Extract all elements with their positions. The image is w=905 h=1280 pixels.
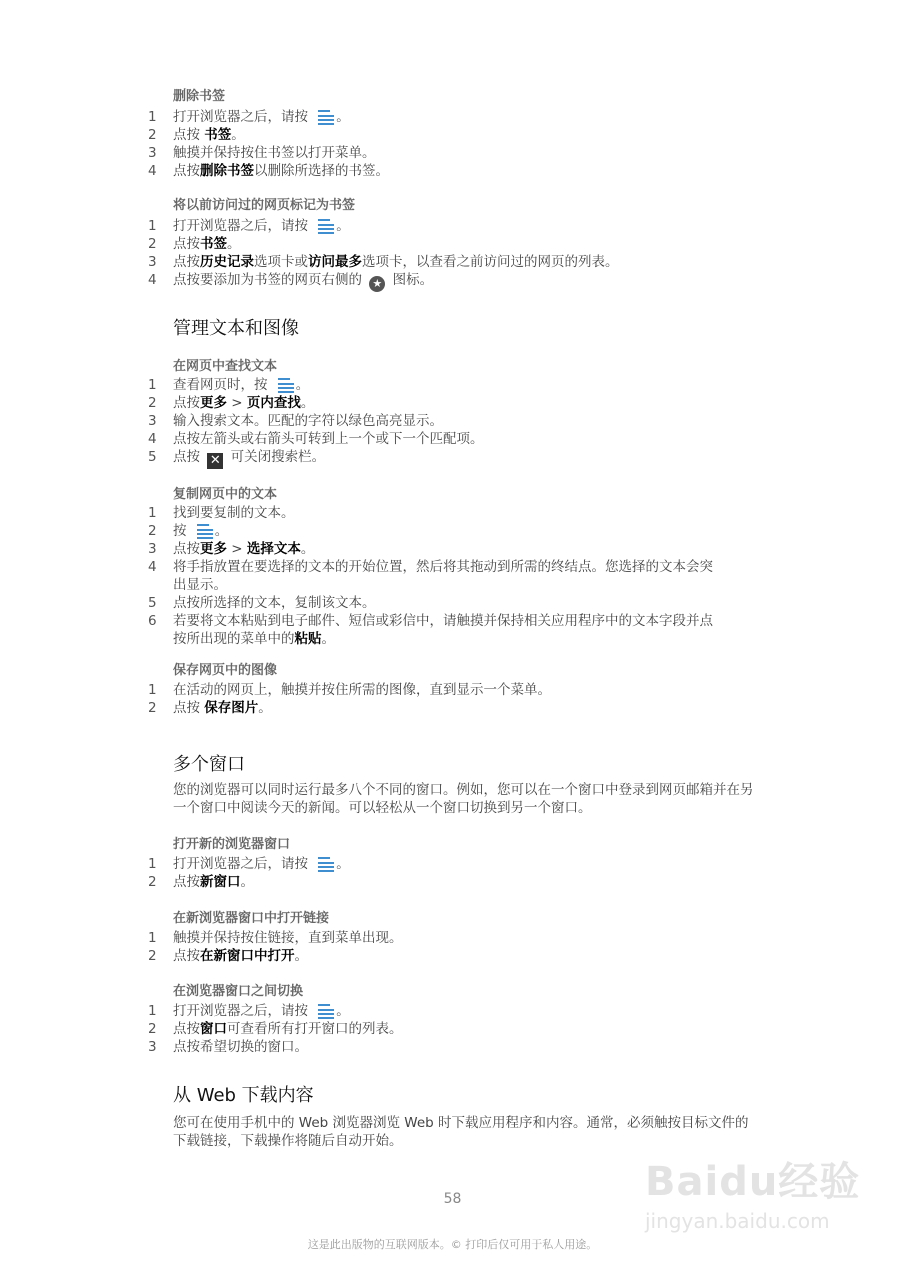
bold-term: 页内查找	[246, 395, 301, 411]
step-text: 。	[300, 541, 315, 557]
step-text: 选项卡或	[254, 254, 308, 270]
bold-term: 更多	[200, 395, 227, 411]
step-number: 1	[148, 1003, 157, 1019]
menu-icon	[314, 109, 334, 125]
page-number: 58	[443, 1191, 462, 1207]
step-text: 点按	[173, 1021, 200, 1037]
step-text: 。	[336, 218, 350, 234]
step-text: 以删除所选择的书签。	[254, 163, 389, 179]
step-number: 5	[148, 449, 157, 465]
step-text: 点按	[173, 449, 205, 465]
step-text: 。	[227, 236, 241, 252]
menu-icon	[274, 377, 294, 393]
step-item	[0, 1038, 713, 1056]
step-text: 点按希望切换的窗口。	[173, 1039, 308, 1055]
section-title: 多个窗口	[173, 754, 245, 775]
step-text: 点按	[173, 236, 200, 252]
step-number: 2	[148, 236, 157, 252]
step-text: 打开浏览器之后，请按	[173, 218, 313, 234]
step-text: 可关闭搜索栏。	[226, 449, 326, 465]
step-number: 2	[148, 127, 157, 143]
bold-term: 选择文本	[246, 541, 301, 557]
step-item	[0, 412, 713, 430]
step-number: 2	[148, 700, 157, 716]
step-item	[0, 681, 713, 699]
star-icon: ★	[369, 276, 385, 292]
step-text: >	[227, 395, 247, 411]
baidu-watermark	[645, 1150, 875, 1270]
step-number: 6	[148, 613, 157, 629]
step-item	[0, 929, 713, 947]
step-number: 3	[148, 413, 157, 429]
step-number: 1	[148, 856, 157, 872]
step-text: 点按	[173, 254, 200, 270]
menu-icon	[193, 523, 213, 539]
step-item	[0, 522, 713, 540]
step-text: 。	[321, 631, 335, 647]
bold-term: 保存图片	[204, 700, 259, 716]
step-item	[0, 558, 713, 594]
step-number: 1	[148, 930, 157, 946]
menu-icon	[314, 856, 334, 872]
step-list	[0, 108, 905, 180]
step-number: 1	[148, 505, 157, 521]
step-item	[0, 235, 713, 253]
step-item	[0, 253, 713, 271]
step-text: 点按	[173, 127, 205, 143]
step-text: 。	[294, 948, 308, 964]
step-number: 2	[148, 1021, 157, 1037]
step-list	[0, 376, 905, 469]
step-number: 5	[148, 595, 157, 611]
step-number: 2	[148, 874, 157, 890]
subheading: 将以前访问过的网页标记为书签	[173, 198, 356, 213]
step-text: 打开浏览器之后，请按	[173, 856, 313, 872]
bold-term: 历史记录	[200, 254, 254, 270]
step-text: 点按	[173, 874, 200, 890]
step-number: 4	[148, 431, 157, 447]
step-number: 4	[148, 559, 157, 575]
subheading: 复制网页中的文本	[173, 487, 278, 502]
step-list	[0, 681, 905, 717]
step-item	[0, 1002, 713, 1020]
subheading: 删除书签	[173, 89, 226, 104]
step-text: 。	[240, 874, 254, 890]
step-number: 2	[148, 523, 157, 539]
step-list	[0, 929, 905, 965]
step-text: 。	[336, 1003, 350, 1019]
menu-icon	[314, 218, 334, 234]
step-list	[0, 855, 905, 891]
subheading: 打开新的浏览器窗口	[173, 837, 291, 852]
step-number: 4	[148, 163, 157, 179]
step-text: 点按所选择的文本，复制该文本。	[173, 595, 376, 611]
subheading: 在新浏览器窗口中打开链接	[173, 911, 330, 926]
step-item	[0, 126, 713, 144]
step-text: 。	[258, 700, 272, 716]
bold-term: 在新窗口中打开	[200, 948, 295, 964]
step-text: 查看网页时，按	[173, 377, 272, 393]
step-number: 1	[148, 682, 157, 698]
watermark-logo: Baidu经验	[645, 1159, 861, 1205]
step-number: 2	[148, 948, 157, 964]
step-text: 点按	[173, 700, 205, 716]
step-number: 1	[148, 377, 157, 393]
step-item	[0, 1020, 713, 1038]
step-text: >	[227, 541, 247, 557]
step-text: 点按	[173, 948, 200, 964]
step-text: 图标。	[388, 272, 434, 288]
step-text: 点按	[173, 395, 200, 411]
step-item	[0, 108, 713, 126]
step-text: 点按	[173, 163, 200, 179]
step-item	[0, 594, 713, 612]
step-number: 2	[148, 395, 157, 411]
step-item	[0, 504, 713, 522]
step-text: 选项卡，以查看之前访问过的网页的列表。	[362, 254, 619, 270]
step-list	[0, 1002, 905, 1056]
step-item	[0, 394, 713, 412]
step-text: 触摸并保持按住书签以打开菜单。	[173, 145, 376, 161]
step-item	[0, 430, 713, 448]
step-text: 。	[300, 395, 315, 411]
step-item	[0, 376, 713, 394]
section-title: 管理文本和图像	[173, 318, 299, 339]
step-text: 若要将文本粘贴到电子邮件、短信或彩信中，请触摸并保持相关应用程序中的文本字段并点按所出现的菜单中的	[173, 613, 713, 647]
step-item	[0, 873, 713, 891]
step-text: 输入搜索文本。匹配的字符以绿色高亮显示。	[173, 413, 443, 429]
step-text: 点按	[173, 541, 200, 557]
bold-term: 更多	[200, 541, 227, 557]
step-number: 1	[148, 218, 157, 234]
step-item	[0, 217, 713, 235]
paragraph: 您的浏览器可以同时运行最多八个不同的窗口。例如，您可以在一个窗口中登录到网页邮箱并在另一个窗口中阅读今天的新闻。可以轻松从一个窗口切换到另一个窗口。	[173, 782, 754, 816]
step-text: 触摸并保持按住链接，直到菜单出现。	[173, 930, 403, 946]
step-item	[0, 448, 713, 469]
step-text: 点按要添加为书签的网页右侧的	[173, 272, 367, 288]
step-text: 。	[336, 856, 350, 872]
step-item	[0, 947, 713, 965]
subheading: 在浏览器窗口之间切换	[173, 984, 304, 999]
step-number: 3	[148, 145, 157, 161]
close-icon: ✕	[207, 453, 223, 469]
step-item	[0, 540, 713, 558]
bold-term: 删除书签	[200, 163, 254, 179]
step-item	[0, 699, 713, 717]
step-number: 3	[148, 541, 157, 557]
step-text: 按	[173, 523, 191, 539]
step-item	[0, 271, 713, 292]
step-item	[0, 612, 713, 648]
step-text: 将手指放置在要选择的文本的开始位置，然后将其拖动到所需的终结点。您选择的文本会突出显示。	[173, 559, 713, 593]
step-text: 找到要复制的文本。	[173, 505, 295, 521]
step-text: 。	[295, 377, 310, 393]
step-text: 。	[231, 127, 245, 143]
step-item	[0, 144, 713, 162]
bold-term: 书签	[204, 127, 232, 143]
footer-note: 这是此出版物的互联网版本。© 打印后仅可用于私人用途。	[307, 1238, 598, 1251]
section-title: 从 Web 下载内容	[173, 1085, 314, 1106]
step-text: 。	[336, 109, 350, 125]
bold-term: 访问最多	[308, 254, 362, 270]
step-number: 1	[148, 109, 157, 125]
step-text: 可查看所有打开窗口的列表。	[227, 1021, 403, 1037]
step-text: 在活动的网页上，触摸并按住所需的图像，直到显示一个菜单。	[173, 682, 551, 698]
bold-term: 新窗口	[200, 874, 241, 890]
bold-term: 书签	[200, 236, 227, 252]
step-item	[0, 162, 713, 180]
step-number: 3	[148, 1039, 157, 1055]
step-list	[0, 504, 905, 648]
step-list	[0, 217, 905, 292]
step-text: 点按左箭头或右箭头可转到上一个或下一个匹配项。	[173, 431, 484, 447]
bold-term: 粘贴	[294, 631, 322, 647]
step-number: 4	[148, 272, 157, 288]
menu-icon	[314, 1003, 334, 1019]
step-text: 。	[214, 523, 229, 539]
paragraph: 您可在使用手机中的 Web 浏览器浏览 Web 时下载应用程序和内容。通常，必须触按目标文件的下载链接，下载操作将随后自动开始。	[173, 1115, 749, 1149]
step-text: 打开浏览器之后，请按	[173, 1003, 313, 1019]
watermark-url: jingyan.baidu.com	[645, 1209, 830, 1233]
bold-term: 窗口	[200, 1021, 227, 1037]
subheading: 保存网页中的图像	[173, 663, 278, 678]
step-text: 打开浏览器之后，请按	[173, 109, 313, 125]
subheading: 在网页中查找文本	[173, 359, 278, 374]
step-number: 3	[148, 254, 157, 270]
step-item	[0, 855, 713, 873]
